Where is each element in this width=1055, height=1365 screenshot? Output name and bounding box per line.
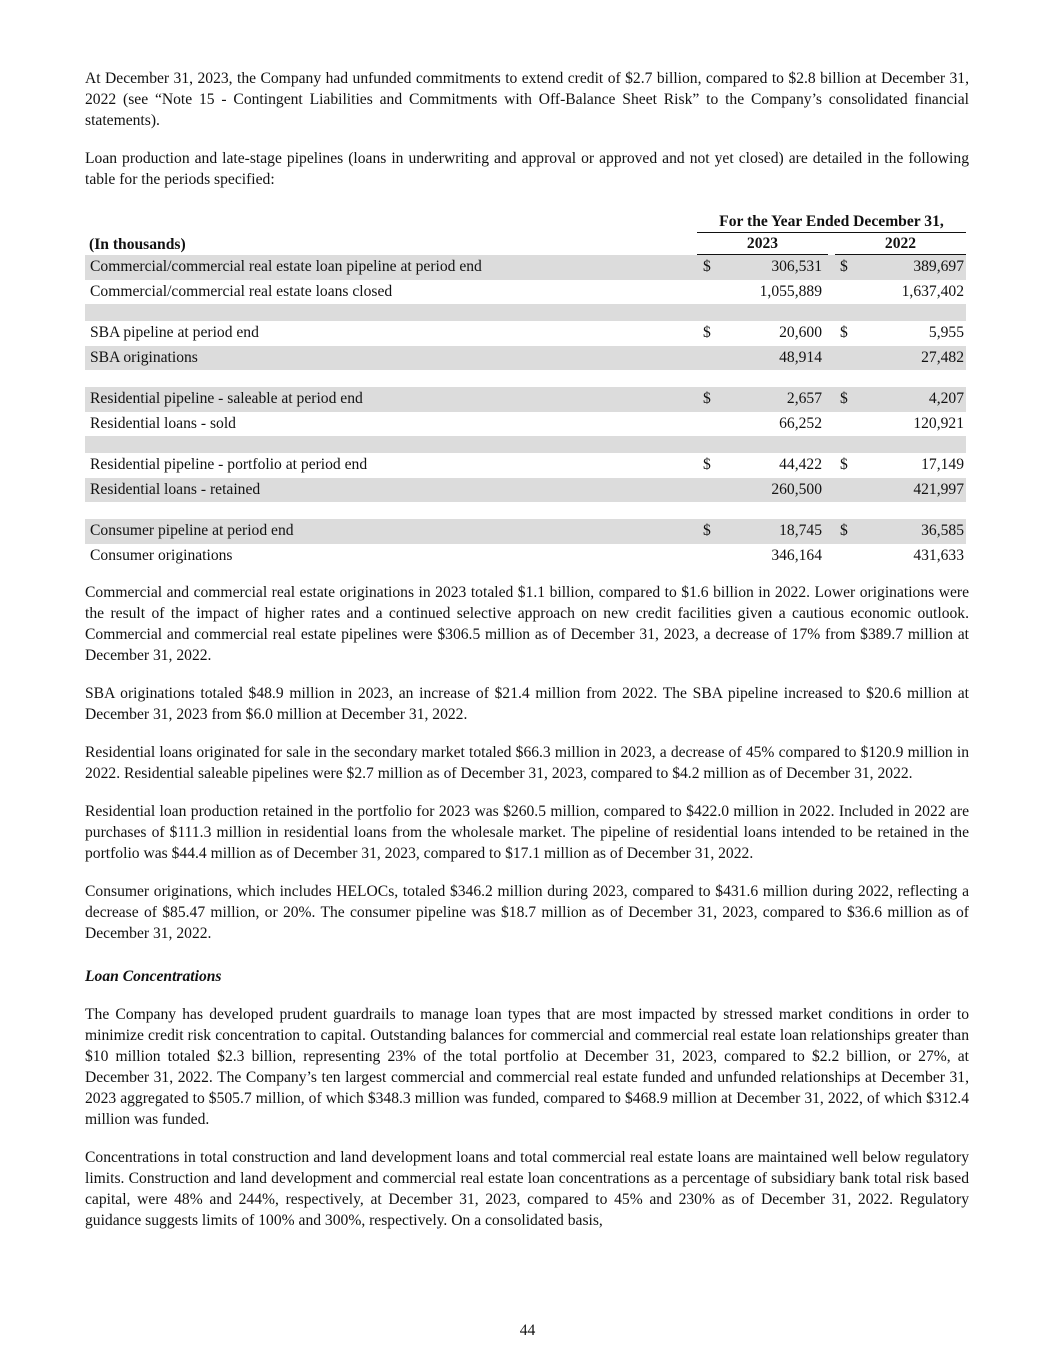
value-2022: 4,207 — [928, 390, 964, 407]
value-2022: 1,637,402 — [901, 282, 964, 300]
row-label: Residential pipeline - portfolio at period end — [90, 456, 368, 473]
value-2023: 260,500 — [771, 480, 822, 498]
paragraph-guardrails: The Company has developed prudent guardrails to manage loan types that are most impacted by stressed market conditions in order to minimize credit risk concentration to capital. Outstanding balances for commercial and commercial real estate loan relationships greater than $10 million totaled $2.3 billion, representing 23% of the total portfolio at December 31, 2023, compared to $2.2 billion, or 27%, at December 31, 2022. The Company’s ten largest commercial and commercial real estate funded and unfunded relationships at December 31, 2023 aggregated to $505.7 million, of which $348.3 million was funded, compared to $468.9 million at December 31, 2022, of which $312.4 million was funded. — [85, 1006, 969, 1128]
currency-symbol-2022: $ — [840, 324, 848, 341]
value-2022: 421,997 — [913, 480, 964, 498]
value-2023: 346,164 — [771, 546, 822, 564]
year-header-2023: 2023 — [697, 235, 828, 255]
paragraph-table-intro: Loan production and late-stage pipelines (loans in underwriting and approval or approved and not yet closed) are detailed in the following table for the periods specified: — [85, 150, 969, 188]
value-2023: 66,252 — [779, 414, 822, 432]
paragraph-consumer: Consumer originations, which includes HELOCs, totaled $346.2 million during 2023, compared to $431.6 million during 2022, reflecting a decrease of $85.47 million, or 20%. The consumer pipeline was $18.7 million as of December 31, 2023, compared to $36.6 million as of December 31, 2022. — [85, 883, 969, 942]
currency-symbol-2023: $ — [703, 324, 711, 341]
row-label: Residential pipeline - saleable at period end — [90, 390, 363, 407]
table-spacer-row — [85, 370, 966, 387]
row-label: SBA originations — [90, 348, 198, 366]
table-row — [85, 412, 966, 437]
row-label: Commercial/commercial real estate loan pipeline at period end — [90, 258, 482, 275]
section-heading-loan-concentrations: Loan Concentrations — [85, 968, 222, 985]
table-spacer-row — [85, 436, 966, 453]
value-2022: 36,585 — [921, 522, 964, 539]
paragraph-commercial: Commercial and commercial real estate originations in 2023 totaled $1.1 billion, compared to $1.6 billion in 2022. Lower originations were the result of the impact of higher rates and a continued selective approach on new credit facilities given a cautious economic outlook. Commercial and commercial real estate pipelines were $306.5 million as of December 31, 2023, a decrease of 17% from $389.7 million at December 31, 2022. — [85, 584, 969, 664]
value-2023: 44,422 — [779, 456, 822, 473]
table-period-header-row — [85, 211, 966, 233]
paragraph-residential-retained: Residential loan production retained in the portfolio for 2023 was $260.5 million, compared to $422.0 million in 2022. Included in 2022 are purchases of $111.3 million in residential loans from the wholesale market. The pipeline of residential loans intended to be retained in the portfolio was $44.4 million as of December 31, 2023, compared to $17.1 million as of December 31, 2022. — [85, 803, 969, 862]
period-header: For the Year Ended December 31, — [697, 213, 966, 233]
currency-symbol-2022: $ — [840, 390, 848, 407]
table-row — [85, 453, 966, 478]
table-row — [85, 519, 966, 544]
table-row — [85, 387, 966, 412]
currency-symbol-2022: $ — [840, 522, 848, 539]
paragraph-unfunded-commitments: At December 31, 2023, the Company had unfunded commitments to extend credit of $2.7 billion, compared to $2.8 billion at December 31, 2022 (see “Note 15 - Contingent Liabilities and Commitments with Off-Balance Sheet Risk” to the Company’s consolidated financial statements). — [85, 70, 969, 129]
table-row — [85, 321, 966, 346]
currency-symbol-2022: $ — [840, 258, 848, 275]
table-row — [85, 478, 966, 503]
table-row — [85, 544, 966, 569]
row-label: Commercial/commercial real estate loans closed — [90, 282, 393, 300]
row-label: SBA pipeline at period end — [90, 324, 259, 341]
paragraph-residential-sale: Residential loans originated for sale in the secondary market totaled $66.3 million in 2023, a decrease of 45% compared to $120.9 million in 2022. Residential saleable pipelines were $2.7 million as of December 31, 2023, compared to $4.2 million as of December 31, 2022. — [85, 744, 969, 782]
value-2022: 120,921 — [913, 414, 964, 432]
value-2023: 306,531 — [771, 258, 822, 275]
value-2023: 48,914 — [779, 348, 822, 366]
currency-symbol-2023: $ — [703, 522, 711, 539]
table-row — [85, 346, 966, 371]
row-label: Consumer originations — [90, 546, 233, 564]
currency-symbol-2023: $ — [703, 258, 711, 275]
page-number: 44 — [519, 1322, 536, 1339]
value-2023: 2,657 — [786, 390, 822, 407]
currency-symbol-2023: $ — [703, 390, 711, 407]
table-year-header-row — [85, 233, 966, 255]
currency-symbol-2022: $ — [840, 456, 848, 473]
discussion-section — [85, 582, 969, 1248]
value-2023: 20,600 — [779, 324, 822, 341]
table-body — [85, 255, 966, 568]
value-2022: 27,482 — [921, 348, 964, 366]
row-label: Residential loans - sold — [90, 414, 236, 432]
value-2022: 17,149 — [921, 456, 964, 473]
value-2023: 1,055,889 — [759, 282, 822, 300]
value-2022: 5,955 — [928, 324, 964, 341]
table-row — [85, 255, 966, 280]
paragraph-sba: SBA originations totaled $48.9 million in 2023, an increase of $21.4 million from 2022. The SBA pipeline increased to $20.6 million at December 31, 2023 from $6.0 million at December 31, 2022. — [85, 685, 969, 723]
row-label: Consumer pipeline at period end — [90, 522, 294, 539]
value-2022: 431,633 — [913, 546, 964, 564]
table-spacer-row — [85, 502, 966, 519]
paragraph-regulatory-limits: Concentrations in total construction and land development loans and total commercial real estate loans are maintained well below regulatory limits. Construction and land development and commercial real estate loan concentrations as a percentage of subsidiary bank total risk based capital, were 48% and 244%, respectively, at December 31, 2023, compared to 45% and 230% as of December 31, 2022. Regulatory guidance suggests limits of 100% and 300%, respectively. On a consolidated basis, — [85, 1149, 969, 1229]
unit-label: (In thousands) — [89, 236, 186, 253]
value-2022: 389,697 — [913, 258, 964, 275]
year-header-2022: 2022 — [835, 235, 966, 255]
table-row — [85, 280, 966, 305]
loan-production-table — [85, 211, 966, 568]
currency-symbol-2023: $ — [703, 456, 711, 473]
value-2023: 18,745 — [779, 522, 822, 539]
row-label: Residential loans - retained — [90, 480, 261, 498]
table-spacer-row — [85, 304, 966, 321]
intro-section — [85, 68, 969, 190]
